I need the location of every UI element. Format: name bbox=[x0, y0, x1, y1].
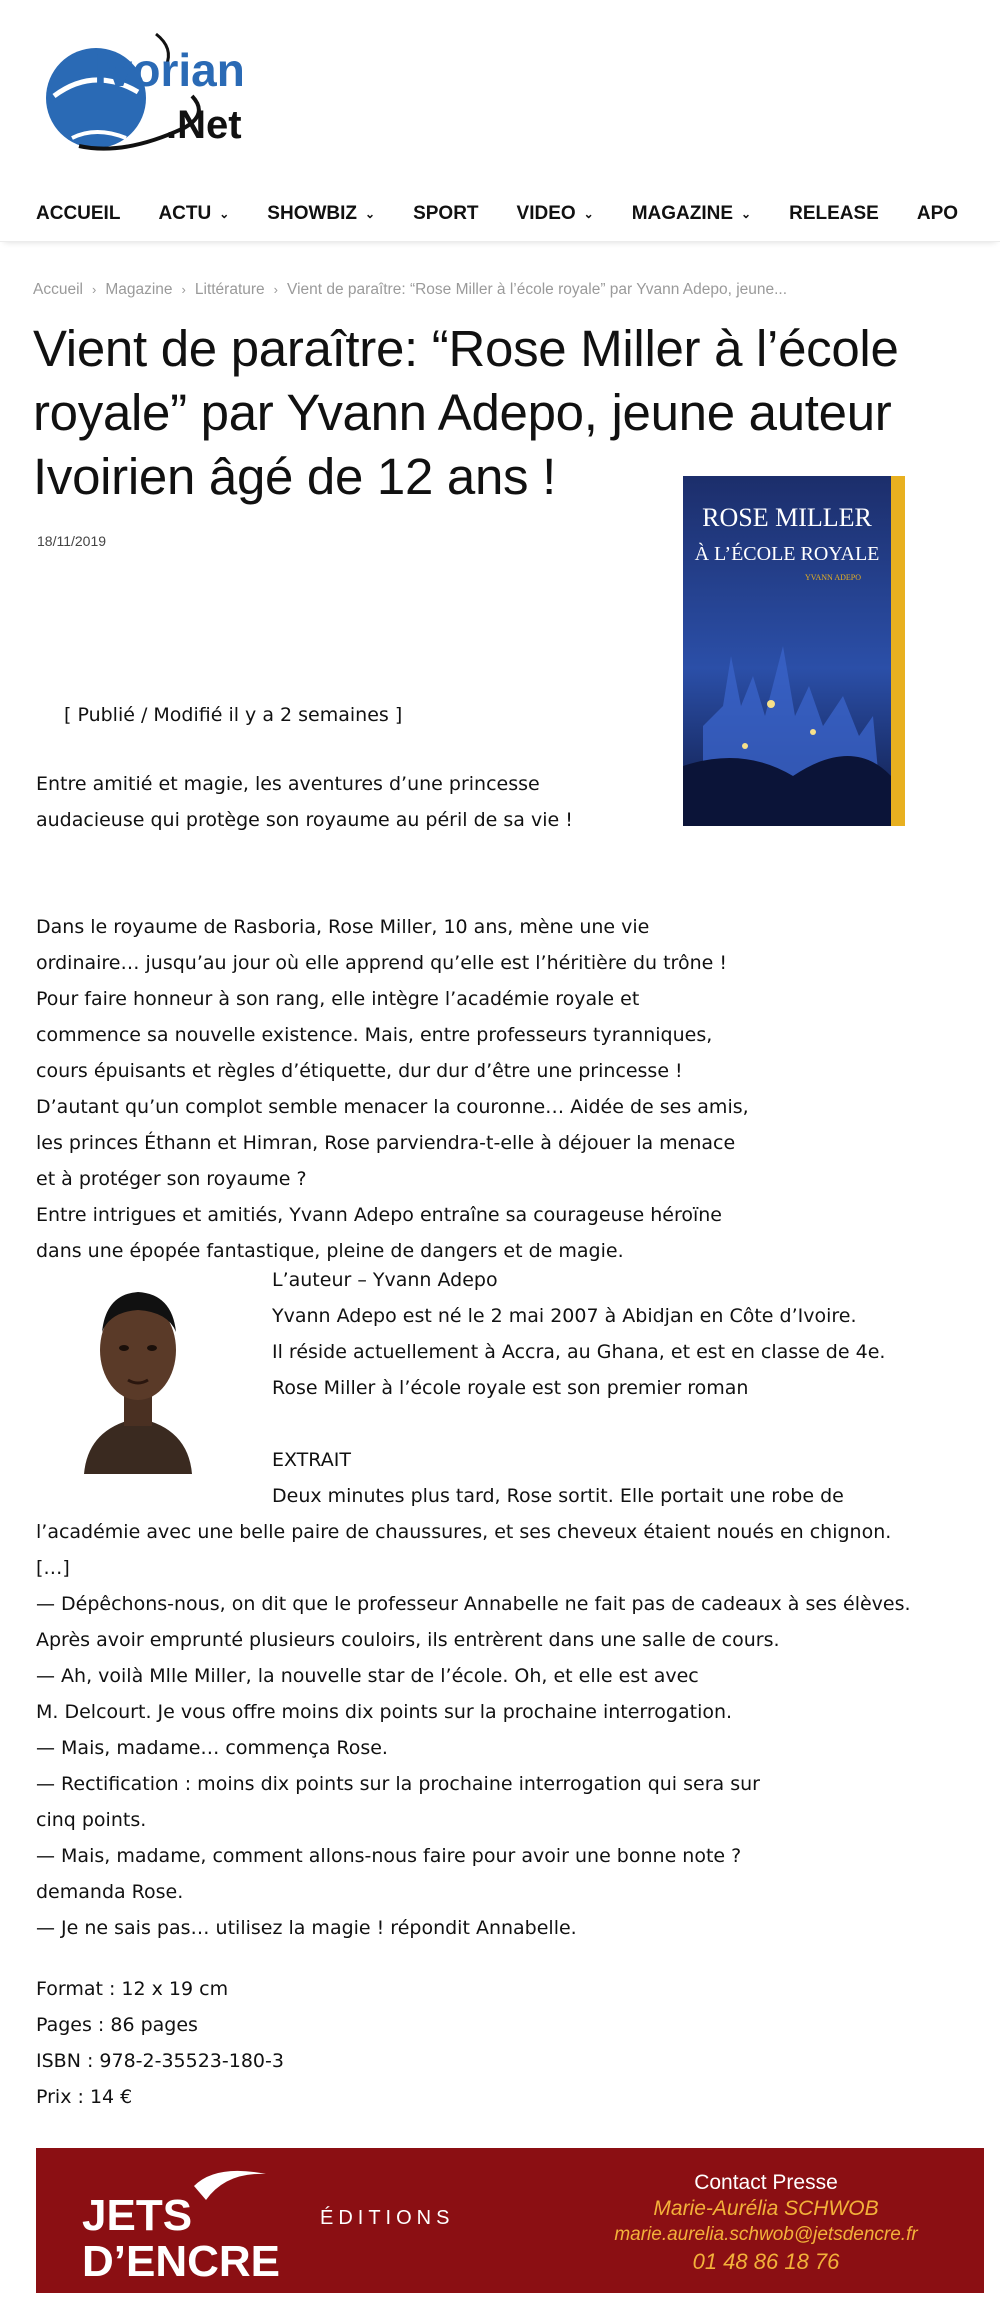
nav-label: SPORT bbox=[413, 202, 479, 224]
contact-phone: 01 48 86 18 76 bbox=[692, 2249, 840, 2274]
nav-label: MAGAZINE bbox=[631, 202, 734, 224]
main-nav bbox=[0, 186, 1000, 242]
press-contact bbox=[556, 2170, 976, 2276]
extract-text: l’académie avec une belle paire de chaussures, et ses cheveux étaient noués en chignon. […] — Dépêchons-nous, on dit que le professeur Annabelle ne fait pas de cadeaux à ses élèves. Après avoir emprunté plusieurs couloirs, ils entrèrent dans une salle de cours. — Ah, voilà Mlle Miller, la nouvelle star de l’école. Oh, et elle est avec M. Delcourt. Je vous offre moins dix points sur la prochaine interrogation. — Mais, madame… commença Rose. — Rectification : moins dix points sur la prochaine interrogation qui sera sur cinq points. — Mais, madame, comment allons-nous faire pour avoir une bonne note ? demanda Rose. — Je ne sais pas… utilisez la magie ! répondit Annabelle. bbox=[36, 1521, 911, 1939]
breadcrumb-home[interactable]: Accueil bbox=[33, 281, 83, 298]
post-date: 18/11/2019 bbox=[37, 533, 107, 549]
contact-name: Marie-Aurélia SCHWOB bbox=[653, 2197, 879, 2220]
nav-sport[interactable] bbox=[413, 203, 478, 225]
svg-text:JETS: JETS bbox=[82, 2191, 193, 2240]
book-cover-image bbox=[683, 476, 905, 826]
nav-video[interactable] bbox=[517, 203, 594, 225]
chevron-down-icon: ⌄ bbox=[365, 206, 376, 221]
nav-label: ACCUEIL bbox=[36, 202, 121, 224]
chevron-down-icon: ⌄ bbox=[219, 206, 230, 221]
svg-text:D’ENCRE: D’ENCRE bbox=[82, 2237, 281, 2285]
book-specs: Format : 12 x 19 cm Pages : 86 pages ISBN : 978-2-35523-180-3 Prix : 14 € bbox=[36, 1978, 284, 2108]
author-photo bbox=[78, 1268, 198, 1474]
chevron-down-icon: ⌄ bbox=[583, 206, 594, 221]
svg-text:À L’ÉCOLE ROYALE: À L’ÉCOLE ROYALE bbox=[694, 543, 880, 565]
nav-label: ACTU bbox=[158, 202, 212, 224]
site-logo[interactable] bbox=[34, 26, 314, 166]
nav-showbiz[interactable] bbox=[267, 203, 375, 225]
publisher-banner bbox=[36, 2148, 984, 2293]
chevron-right-icon: › bbox=[91, 282, 97, 297]
nav-actu[interactable] bbox=[158, 203, 229, 225]
chevron-right-icon: › bbox=[181, 282, 186, 297]
breadcrumb-current: Vient de paraître: “Rose Miller à l’école royale” par Yvann Adepo, jeune... bbox=[287, 281, 788, 298]
author-section: L’auteur – Yvann Adepo Yvann Adepo est né le 2 mai 2007 à Abidjan en Côte d’Ivoire. Il réside actuellement à Accra, au Ghana, et est en classe de 4e. Rose Miller à l’école royale est son premier roman EXTRAIT Deux minutes plus tard, Rose sortit. Elle portait une robe de bbox=[272, 1269, 886, 1507]
nav-apo[interactable] bbox=[917, 203, 958, 225]
breadcrumb-literature[interactable]: Littérature bbox=[194, 281, 265, 298]
published-note: [ Publié / Modifié il y a 2 semaines ] bbox=[64, 704, 403, 726]
svg-text:YVANN ADEPO: YVANN ADEPO bbox=[804, 573, 862, 582]
nav-release[interactable] bbox=[789, 203, 879, 225]
jets-dencre-logo bbox=[76, 2160, 496, 2285]
nav-label: VIDEO bbox=[516, 202, 576, 224]
breadcrumb-magazine[interactable]: Magazine bbox=[105, 281, 173, 298]
nav-label: APO bbox=[916, 202, 959, 224]
svg-text:.Net: .Net bbox=[166, 103, 242, 147]
ivorian-net-logo bbox=[34, 26, 314, 166]
nav-label: RELEASE bbox=[789, 202, 879, 224]
svg-text:ROSE MILLER: ROSE MILLER bbox=[702, 503, 872, 532]
contact-email[interactable]: marie.aurelia.schwob@jetsdencre.fr bbox=[614, 2224, 918, 2245]
nav-accueil[interactable] bbox=[36, 203, 120, 225]
article-story: Dans le royaume de Rasboria, Rose Miller, 10 ans, mène une vie ordinaire… jusqu’au jour où elle apprend qu’elle est l’héritière du trône ! Pour faire honneur à son rang, elle intègre l’académie royale et commence sa nouvelle existence. Mais, entre professeurs tyranniques, cours épuisants et règles d’étiquette, dur dur d’être une princesse ! D’autant qu’un complot semble menacer la couronne… Aidée de ses amis, les princes Éthann et Himran, Rose parviendra-t-elle à déjouer la menace et à protéger son royaume ? Entre intrigues et amitiés, Yvann Adepo entraîne sa courageuse héroïne dans une épopée fantastique, pleine de dangers et de magie. bbox=[36, 916, 749, 1262]
nav-magazine[interactable] bbox=[632, 203, 751, 225]
page-title: Vient de paraître: “Rose Miller à l’école royale” par Yvann Adepo, jeune auteur Ivoirien âgé de 12 ans ! bbox=[33, 320, 899, 505]
chevron-right-icon: › bbox=[273, 282, 279, 297]
article-intro: Entre amitié et magie, les aventures d’une princesse audacieuse qui protège son royaume au péril de sa vie ! bbox=[36, 773, 573, 831]
svg-text:Ivorian: Ivorian bbox=[94, 44, 245, 96]
svg-text:ÉDITIONS: ÉDITIONS bbox=[320, 2207, 455, 2229]
contact-title: Contact Presse bbox=[694, 2171, 838, 2194]
nav-label: SHOWBIZ bbox=[267, 202, 358, 224]
breadcrumb bbox=[33, 281, 787, 299]
chevron-down-icon: ⌄ bbox=[741, 206, 752, 221]
